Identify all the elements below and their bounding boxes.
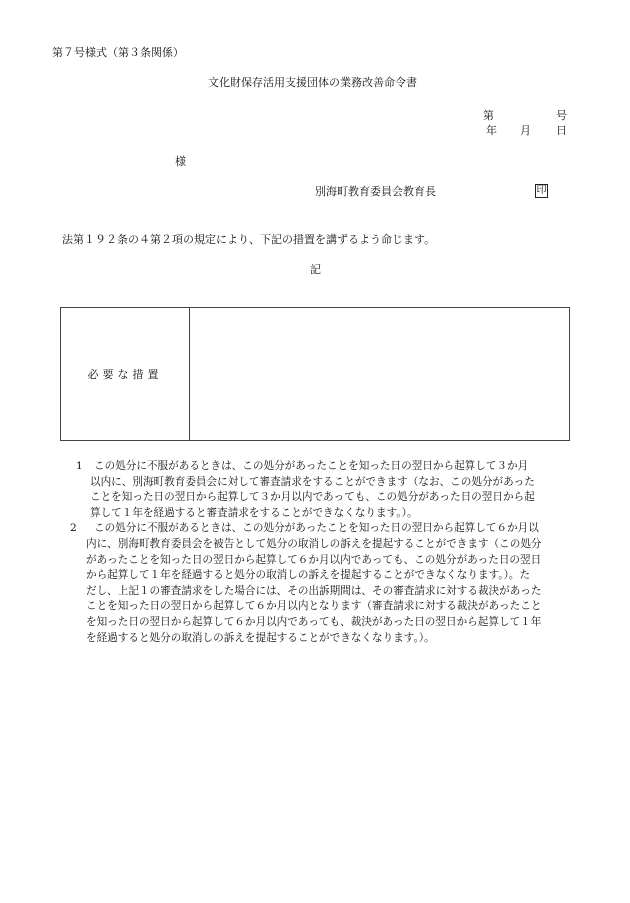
form-number: 第７号様式（第３条関係） (52, 46, 184, 59)
table-divider (189, 308, 190, 440)
doc-number-gou: 号 (556, 109, 567, 122)
notice-line: だし、上記１の審査請求をした場合には、その出訴期間は、その審査請求に対する裁決があった (86, 584, 542, 597)
ki-heading: 記 (310, 263, 321, 276)
body-text: 法第１９２条の４第２項の規定により、下記の措置を講ずるよう命じます。 (62, 233, 436, 246)
notice-text (90, 459, 592, 521)
notice-line: があったことを知った日の翌日から起算して６か月以内であっても、この処分があった日の翌日 (86, 553, 542, 566)
notice-line: を知った日の翌日から起算して６か月以内であっても、裁決があった日の翌日から起算して１年 (86, 615, 542, 628)
document-title: 文化財保存活用支援団体の業務改善命令書 (208, 76, 417, 89)
issuer-name: 別海町教育委員会教育長 (315, 185, 436, 198)
notice-item (62, 521, 592, 646)
doc-number-dai: 第 (483, 109, 494, 122)
date-year: 年 (486, 124, 497, 137)
recipient-suffix: 様 (175, 155, 186, 168)
notice-line: から起算して１年を経過すると処分の取消しの訴えを提起することができなくなります。）。た (86, 569, 531, 582)
notice-line: を経過すると処分の取消しの訴えを提起することができなくなります。）。 (86, 631, 435, 644)
notice-line: 算して１年を経過すると審査請求をすることができなくなります。）。 (90, 506, 418, 519)
notice-line: この処分に不服があるときは、この処分があったことを知った日の翌日から起算して６か月以 (94, 522, 539, 535)
notice-line: 内に、別海町教育委員会を被告として処分の取消しの訴えを提起することができます（この処分 (86, 537, 542, 550)
notice-line: ことを知った日の翌日から起算して３か月以内であっても、この処分があった日の翌日から起 (90, 491, 535, 504)
seal-mark: 印 (536, 185, 547, 196)
notice-number: 2 (70, 522, 77, 535)
notice-line: この処分に不服があるときは、この処分があったことを知った日の翌日から起算して３か月 (94, 460, 529, 472)
notice-text (86, 521, 592, 646)
notice-line: 以内に、別海町教育委員会に対して審査請求をすることができます（なお、この処分があった (90, 475, 535, 488)
date-day: 日 (556, 124, 567, 137)
notice-list (62, 459, 592, 646)
notice-number: 1 (76, 460, 83, 472)
measures-label: 必要な措置 (87, 368, 163, 381)
notice-line: ことを知った日の翌日から起算して６か月以内となります（審査請求に対する裁決があったこと (86, 600, 542, 613)
date-month: 月 (520, 124, 531, 137)
notice-item (62, 459, 592, 521)
measures-table (60, 307, 570, 441)
